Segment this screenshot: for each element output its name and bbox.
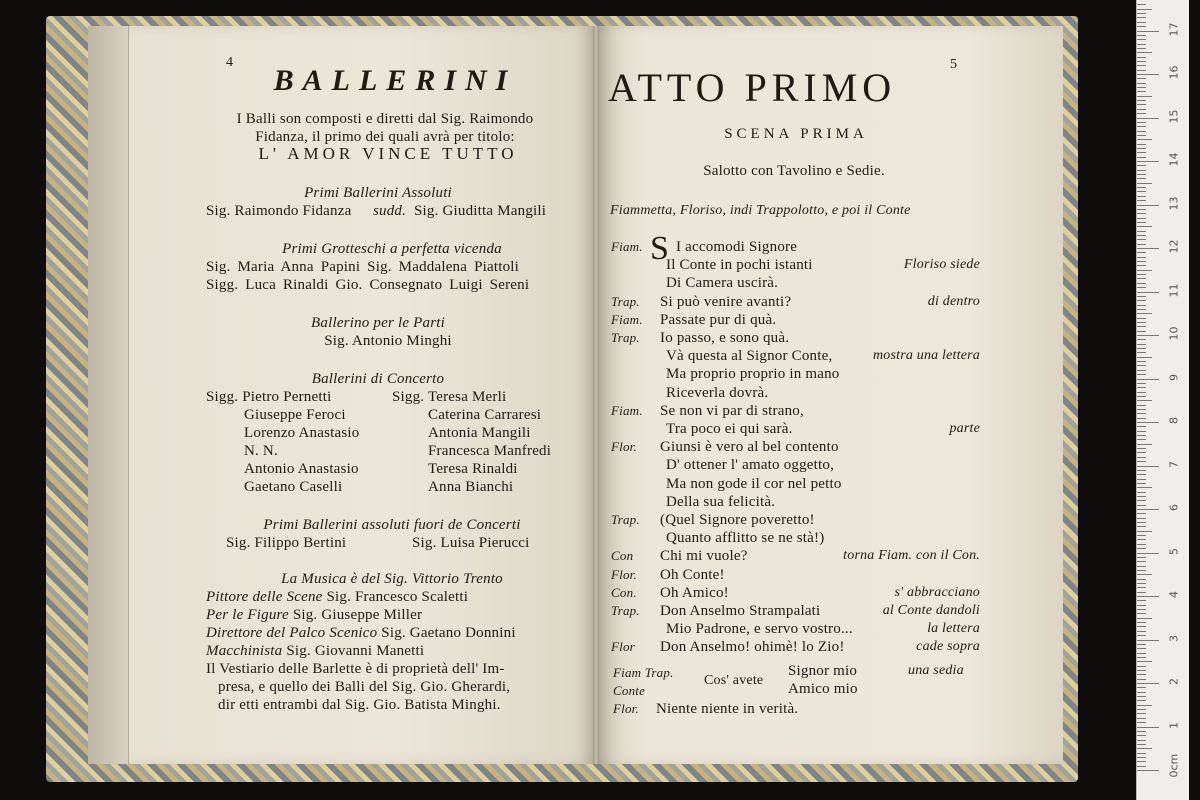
dialogue-text: Don Anselmo! ohimè! lo Zio! <box>660 639 845 655</box>
dancer-line: Sigg. Luca Rinaldi Gio. Consegnato Luigi Sereni <box>206 277 530 293</box>
ruler-tick <box>1137 557 1146 558</box>
concert-dancer: Lorenzo Anastasio <box>244 425 360 441</box>
section-heading: Ballerino per le Parti <box>311 315 445 331</box>
section-heading: Primi Ballerini assoluti fuori de Concerti <box>263 517 521 533</box>
ruler-tick <box>1137 261 1146 262</box>
ruler-tick <box>1137 300 1146 301</box>
ruler-tick <box>1137 78 1146 79</box>
concert-dancer: Anna Bianchi <box>428 479 514 495</box>
ruler-tick <box>1137 635 1146 636</box>
dialogue-text: Oh Amico! <box>660 585 729 601</box>
ruler-tick <box>1137 718 1146 719</box>
ruler-tick <box>1137 126 1146 127</box>
speaker-label: Trap. <box>611 512 640 527</box>
ruler-tick <box>1137 213 1146 214</box>
speaker-label: Flor. <box>611 439 637 454</box>
stage-direction: mostra una lettera <box>872 348 980 363</box>
ruler-tick <box>1137 39 1146 40</box>
ruler-tick <box>1137 496 1146 497</box>
speaker-label: Flor <box>611 639 635 654</box>
dialogue-text: Di Camera uscirà. <box>666 275 779 291</box>
speaker-label: Fiam. <box>611 312 643 327</box>
ruler-tick <box>1137 687 1146 688</box>
ruler-tick <box>1137 83 1146 84</box>
ruler-tick <box>1137 135 1146 136</box>
stage-direction: al Conte dandoli <box>882 603 980 618</box>
ruler-tick <box>1137 661 1152 662</box>
ruler-tick <box>1137 57 1146 58</box>
dialogue-text: Ma proprio proprio in mano <box>666 366 840 382</box>
ruler-tick <box>1137 526 1146 527</box>
drop-cap-letter: S <box>650 230 670 267</box>
ruler-tick <box>1137 252 1146 253</box>
ruler-label: 12 <box>1167 239 1181 254</box>
dancer-name: Sig. Filippo Bertini <box>226 535 347 551</box>
ruler-tick <box>1137 653 1146 654</box>
speaker-label: Fiam. <box>611 239 643 254</box>
ruler-label: 4 <box>1167 591 1181 598</box>
ruler-label: 9 <box>1167 373 1181 381</box>
ruler-tick <box>1137 474 1146 475</box>
ruler-tick <box>1137 400 1152 401</box>
ruler-tick <box>1137 9 1152 10</box>
ruler-tick <box>1137 26 1146 27</box>
ruler-tick <box>1137 626 1146 627</box>
ruler-tick <box>1137 561 1146 562</box>
ruler-tick <box>1137 592 1146 593</box>
speaker-label: Con <box>611 548 634 563</box>
ruler-tick <box>1137 535 1146 536</box>
speaker-label: Trap. <box>611 330 640 345</box>
ruler-tick <box>1137 318 1146 319</box>
dialogue-text: Oh Conte! <box>660 567 725 583</box>
dialogue-text: Passate pur di quà. <box>660 312 777 328</box>
ruler-tick <box>1137 370 1146 371</box>
ruler-tick <box>1137 205 1159 206</box>
scene-setting: Salotto con Tavolino e Sedie. <box>703 163 885 179</box>
ruler-tick <box>1137 574 1152 575</box>
closing-line: dir etti entrambi dal Sig. Gio. Batista Minghi. <box>218 697 501 713</box>
credit-line: Per le Figure Sig. Giuseppe Miller <box>206 607 423 623</box>
ruler-tick <box>1137 570 1146 571</box>
ruler-tick <box>1137 666 1146 667</box>
ruler-tick <box>1137 365 1146 366</box>
ruler-tick <box>1137 118 1159 119</box>
ruler-tick <box>1137 605 1146 606</box>
ruler-label: 5 <box>1167 547 1181 555</box>
ruler-tick <box>1137 139 1152 140</box>
ruler-tick <box>1137 361 1146 362</box>
page-number-left: 4 <box>226 55 234 70</box>
ruler-tick <box>1137 100 1146 101</box>
ruler-tick <box>1137 91 1146 92</box>
ruler-label: 14 <box>1167 152 1181 167</box>
ruler-tick <box>1137 35 1146 36</box>
stage-direction: la lettera <box>927 621 980 636</box>
ruler-tick <box>1137 452 1146 453</box>
ruler-tick <box>1137 144 1146 145</box>
ruler-tick <box>1137 731 1146 732</box>
dialogue-text: Cos' avete <box>704 673 764 688</box>
dialogue-text: Amico mio <box>788 681 858 697</box>
ruler-tick <box>1137 692 1146 693</box>
ruler-tick <box>1137 270 1152 271</box>
ruler-tick <box>1137 183 1152 184</box>
dialogue-text: Della sua felicità. <box>666 494 776 510</box>
ruler-tick <box>1137 235 1146 236</box>
ruler-tick <box>1137 418 1146 419</box>
dialogue-text: (Quel Signore poveretto! <box>660 512 815 528</box>
ruler-tick <box>1137 753 1146 754</box>
ruler-tick <box>1137 48 1146 49</box>
ruler-tick <box>1137 65 1146 66</box>
ruler-tick <box>1137 248 1159 249</box>
ruler-tick <box>1137 657 1146 658</box>
ruler-tick <box>1137 274 1146 275</box>
ruler-tick <box>1137 770 1159 771</box>
ruler-tick <box>1137 152 1146 153</box>
ruler-tick <box>1137 705 1152 706</box>
book-gutter <box>593 26 599 764</box>
ruler-tick <box>1137 357 1152 358</box>
ruler-tick <box>1137 178 1146 179</box>
ruler-tick <box>1137 618 1152 619</box>
speaker-label: Con. <box>611 585 637 600</box>
ruler-tick <box>1137 17 1146 18</box>
ruler-tick <box>1137 431 1146 432</box>
dancer-name: Sig. Raimondo Fidanza <box>206 203 352 219</box>
ruler-tick <box>1137 148 1146 149</box>
ruler-tick <box>1137 600 1146 601</box>
ruler-label: 13 <box>1167 196 1181 210</box>
ruler-tick <box>1137 696 1146 697</box>
ruler-tick <box>1137 222 1146 223</box>
ruler-label: 10 <box>1167 326 1181 341</box>
dialogue-text: Chi mi vuole? <box>660 548 748 564</box>
ruler-tick <box>1137 278 1146 279</box>
section-heading: Ballerini di Concerto <box>311 371 445 387</box>
credit-line: Pittore delle Scene Sig. Francesco Scaletti <box>206 589 469 605</box>
ruler-tick <box>1137 122 1146 123</box>
ruler-tick <box>1137 196 1146 197</box>
stage-direction: parte <box>949 421 980 436</box>
characters-line: Fiammetta, Floriso, indi Trappolotto, e poi il Conte <box>610 203 911 218</box>
ruler-tick <box>1137 396 1146 397</box>
ruler-tick <box>1137 157 1146 158</box>
dialogue-text: Quanto afflitto se ne stà!) <box>666 530 825 546</box>
speaker-label: Flor. <box>613 701 639 716</box>
left-page-title: BALLERINI <box>273 64 517 97</box>
ruler-tick <box>1137 566 1146 567</box>
dancer-name: Sig. Antonio Minghi <box>324 333 452 349</box>
ruler-tick <box>1137 513 1146 514</box>
ruler-tick <box>1137 670 1146 671</box>
stage-direction: una sedia <box>908 663 964 678</box>
concert-dancer: Gaetano Caselli <box>244 479 343 495</box>
ruler-tick <box>1137 700 1146 701</box>
section-heading: Primi Grotteschi a perfetta vicenda <box>282 241 502 257</box>
ruler-tick <box>1137 352 1146 353</box>
ruler-tick <box>1137 200 1146 201</box>
ruler-label: 3 <box>1167 634 1181 642</box>
ruler-tick <box>1137 648 1146 649</box>
dialogue-text: Ma non gode il cor nel petto <box>666 476 842 492</box>
ruler-tick <box>1137 466 1159 467</box>
section-heading: Primi Ballerini Assoluti <box>304 185 452 201</box>
ruler-tick <box>1137 305 1146 306</box>
ruler-tick <box>1137 22 1146 23</box>
ruler-tick <box>1137 439 1146 440</box>
ruler-tick <box>1137 422 1159 423</box>
ruler-tick <box>1137 218 1146 219</box>
stage-direction: torna Fiam. con il Con. <box>843 548 980 563</box>
ruler-label: 15 <box>1167 109 1181 123</box>
ruler-tick <box>1137 579 1146 580</box>
dialogue-text: Niente niente in verità. <box>656 701 799 717</box>
speaker-label: Flor. <box>611 567 637 582</box>
speaker-label: Trap. <box>611 603 640 618</box>
measurement-ruler <box>1136 0 1189 800</box>
ruler-tick <box>1137 170 1146 171</box>
concert-dancer: Sigg. Pietro Pernetti <box>206 389 332 405</box>
dialogue-text: Và questa al Signor Conte, <box>666 348 833 364</box>
act-title: ATTO PRIMO <box>608 65 897 110</box>
ruler-tick <box>1137 339 1146 340</box>
ruler-tick <box>1137 383 1146 384</box>
ruler-tick <box>1137 544 1146 545</box>
dancer-name: Sig. Giuditta Mangili <box>414 203 547 219</box>
ruler-tick <box>1137 727 1159 728</box>
ruler-tick <box>1137 52 1152 53</box>
ruler-tick <box>1137 161 1159 162</box>
ruler-label: 6 <box>1167 504 1181 511</box>
ruler-tick <box>1137 109 1146 110</box>
ruler-tick <box>1137 74 1159 75</box>
ruler-tick <box>1137 374 1146 375</box>
ruler-tick <box>1137 587 1146 588</box>
ruler-tick <box>1137 244 1146 245</box>
dialogue-text: Giunsi è vero al bel contento <box>660 439 839 455</box>
speaker-label: Conte <box>613 683 646 698</box>
ruler-tick <box>1137 387 1146 388</box>
concert-dancer: Antonia Mangili <box>428 425 531 441</box>
dialogue-text: Don Anselmo Strampalati <box>660 603 821 619</box>
ruler-label: 8 <box>1167 417 1181 424</box>
ruler-tick <box>1137 583 1146 584</box>
stage-direction: s' abbracciano <box>894 585 980 600</box>
dialogue-text: Signor mio <box>788 663 858 679</box>
ruler-tick <box>1137 674 1146 675</box>
ruler-label: 16 <box>1167 65 1181 80</box>
ruler-tick <box>1137 344 1146 345</box>
dialogue-text: Tra poco ei qui sarà. <box>666 421 793 437</box>
ruler-tick <box>1137 683 1159 684</box>
ruler-tick <box>1137 131 1146 132</box>
ballet-title: L' AMOR VINCE TUTTO <box>258 144 518 163</box>
dancer-line: Sig. Maria Anna Papini Sig. Maddalena Piattoli <box>206 259 520 275</box>
stage-direction: di dentro <box>927 294 980 309</box>
credit-line: Macchinista Sig. Giovanni Manetti <box>206 643 425 659</box>
ruler-tick <box>1137 392 1146 393</box>
ruler-tick <box>1137 31 1159 32</box>
ruler-tick <box>1137 609 1146 610</box>
ruler-label: 11 <box>1167 283 1181 297</box>
ruler-tick <box>1137 461 1146 462</box>
dancer-note: sudd. <box>373 203 407 219</box>
ruler-tick <box>1137 757 1146 758</box>
stage-direction: cade sopra <box>916 639 980 654</box>
ruler-tick <box>1137 766 1146 767</box>
page-flap <box>88 26 129 764</box>
ruler-label: 0cm <box>1167 753 1181 778</box>
dialogue-text: I accomodi Signore <box>676 239 798 255</box>
concert-dancer: Francesca Manfredi <box>428 443 552 459</box>
ruler-tick <box>1137 640 1159 641</box>
ruler-tick <box>1137 548 1146 549</box>
ruler-tick <box>1137 283 1146 284</box>
dialogue-text: Io passo, e sono quà. <box>660 330 790 346</box>
ruler-label: 17 <box>1167 22 1181 36</box>
ruler-tick <box>1137 313 1152 314</box>
ruler-tick <box>1137 487 1152 488</box>
credit-line: Direttore del Palco Scenico Sig. Gaetano Donnini <box>206 625 516 641</box>
ruler-tick <box>1137 539 1146 540</box>
speaker-label: Fiam. <box>611 403 643 418</box>
ruler-tick <box>1137 518 1146 519</box>
concert-dancer: Caterina Carraresi <box>428 407 542 423</box>
speaker-label: Fiam Trap. <box>613 665 674 680</box>
ruler-tick <box>1137 239 1146 240</box>
ruler-tick <box>1137 292 1159 293</box>
ruler-tick <box>1137 257 1146 258</box>
ruler-tick <box>1137 444 1152 445</box>
scene-title: SCENA PRIMA <box>724 126 868 142</box>
ruler-tick <box>1137 644 1146 645</box>
stage-direction: Floriso siede <box>903 257 980 272</box>
intro-line-1: I Balli son composti e diretti dal Sig. Raimondo <box>236 111 534 127</box>
ruler-tick <box>1137 191 1146 192</box>
ruler-tick <box>1137 61 1146 62</box>
ruler-tick <box>1137 348 1146 349</box>
ruler-tick <box>1137 296 1146 297</box>
ruler-tick <box>1137 713 1146 714</box>
ruler-tick <box>1137 309 1146 310</box>
ruler-tick <box>1137 596 1159 597</box>
ruler-tick <box>1137 187 1146 188</box>
ruler-tick <box>1137 70 1146 71</box>
dialogue-text: Il Conte in pochi istanti <box>666 257 813 273</box>
ruler-tick <box>1137 613 1146 614</box>
concert-dancer: Antonio Anastasio <box>244 461 359 477</box>
ruler-tick <box>1137 448 1146 449</box>
ruler-tick <box>1137 509 1159 510</box>
dialogue-text: D' ottener l' amato oggetto, <box>666 457 835 473</box>
ruler-tick <box>1137 622 1146 623</box>
concert-dancer: Giuseppe Feroci <box>244 407 346 423</box>
ruler-tick <box>1137 479 1146 480</box>
ruler-tick <box>1137 505 1146 506</box>
intro-line-2: Fidanza, il primo dei quali avrà per titolo: <box>255 129 515 145</box>
ruler-tick <box>1137 265 1146 266</box>
dialogue-text: Se non vi par di strano, <box>660 403 804 419</box>
concert-dancer: Teresa Rinaldi <box>428 461 518 477</box>
closing-line: presa, e quello dei Balli del Sig. Gio. Gherardi, <box>218 679 511 695</box>
ruler-label: 2 <box>1167 678 1181 685</box>
ruler-tick <box>1137 722 1146 723</box>
speaker-label: Trap. <box>611 294 640 309</box>
dialogue-text: Mio Padrone, e servo vostro... <box>666 621 853 637</box>
ruler-tick <box>1137 209 1146 210</box>
ruler-tick <box>1137 287 1146 288</box>
music-credit: La Musica è del Sig. Vittorio Trento <box>281 571 503 587</box>
ruler-tick <box>1137 470 1146 471</box>
concert-dancer: Sigg. Teresa Merli <box>392 389 507 405</box>
ruler-tick <box>1137 679 1146 680</box>
ruler-tick <box>1137 335 1159 336</box>
ruler-tick <box>1137 104 1146 105</box>
ruler-tick <box>1137 409 1146 410</box>
ruler-tick <box>1137 500 1146 501</box>
ruler-tick <box>1137 226 1152 227</box>
ruler-tick <box>1137 744 1146 745</box>
ruler-tick <box>1137 326 1146 327</box>
ruler-tick <box>1137 379 1159 380</box>
ruler-tick <box>1137 87 1146 88</box>
ruler-tick <box>1137 405 1146 406</box>
ruler-tick <box>1137 492 1146 493</box>
ruler-tick <box>1137 413 1146 414</box>
dialogue-text: Riceverla dovrà. <box>666 385 769 401</box>
ruler-tick <box>1137 322 1146 323</box>
ruler-tick <box>1137 113 1146 114</box>
ruler-tick <box>1137 96 1152 97</box>
concert-dancer: N. N. <box>244 443 278 459</box>
ruler-tick <box>1137 13 1146 14</box>
ruler-tick <box>1137 483 1146 484</box>
ruler-tick <box>1137 231 1146 232</box>
ruler-tick <box>1137 740 1146 741</box>
dancer-name: Sig. Luisa Pierucci <box>412 535 530 551</box>
ruler-tick <box>1137 4 1146 5</box>
ruler-tick <box>1137 709 1146 710</box>
ruler-tick <box>1137 165 1146 166</box>
ruler-tick <box>1137 44 1146 45</box>
ruler-tick <box>1137 553 1159 554</box>
ruler-label: 1 <box>1167 721 1181 729</box>
ruler-tick <box>1137 748 1152 749</box>
ruler-tick <box>1137 761 1146 762</box>
ruler-tick <box>1137 522 1146 523</box>
ruler-tick <box>1137 174 1146 175</box>
page-number-right: 5 <box>950 57 958 72</box>
ruler-tick <box>1137 631 1146 632</box>
ruler-tick <box>1137 531 1152 532</box>
ruler-tick <box>1137 435 1146 436</box>
ruler-tick <box>1137 457 1146 458</box>
closing-line: Il Vestiario delle Barlette è di proprietà dell' Im- <box>206 661 505 677</box>
ruler-tick <box>1137 331 1146 332</box>
ruler-tick <box>1137 426 1146 427</box>
ruler-label: 7 <box>1167 460 1181 468</box>
dialogue-text: Si può venire avanti? <box>660 294 792 310</box>
ruler-tick <box>1137 735 1146 736</box>
